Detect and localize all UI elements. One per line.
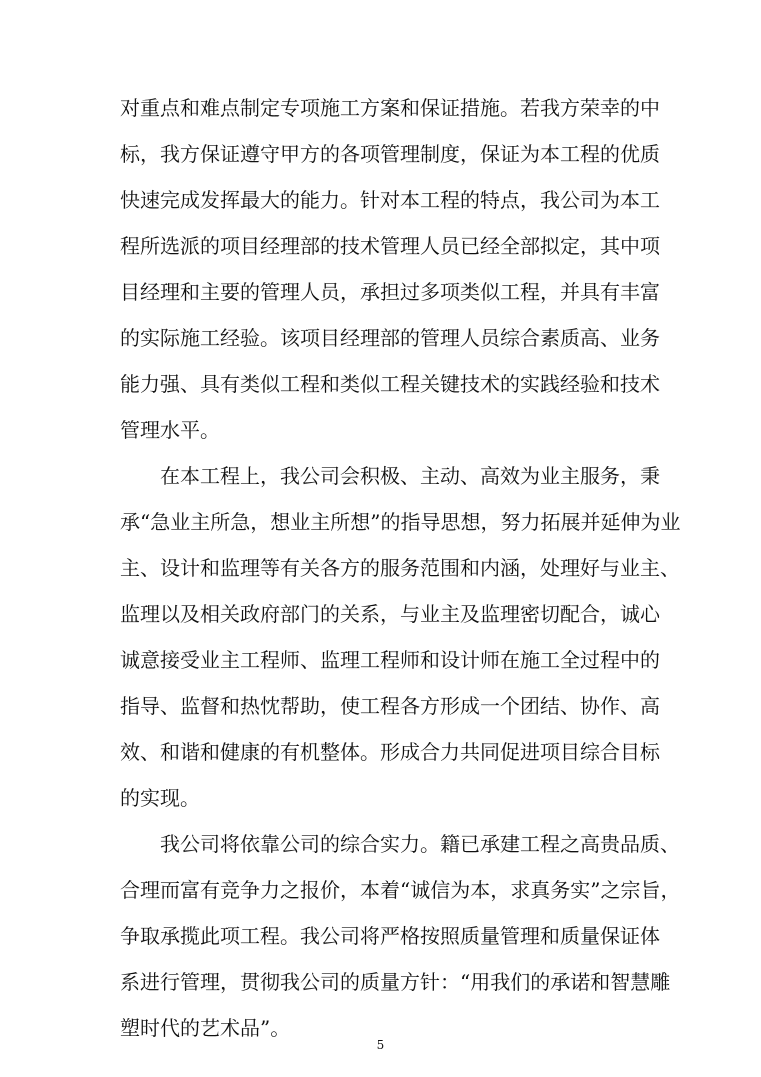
paragraph-3-line-2: 合理而富有竞争力之报价，本着“诚信为本，求真务实”之宗旨， xyxy=(120,878,681,902)
paragraph-2-line-8: 的实现。 xyxy=(120,786,200,810)
paragraph-3-line-1: 我公司将依靠公司的综合实力。籍已承建工程之高贵品质、 xyxy=(160,832,680,856)
paragraph-1-line-2: 标，我方保证遵守甲方的各项管理制度，保证为本工程的优质 xyxy=(120,142,660,166)
paragraph-2-line-5: 诚意接受业主工程师、监理工程师和设计师在施工全过程中的 xyxy=(120,648,660,672)
paragraph-3-line-3: 争取承揽此项工程。我公司将严格按照质量管理和质量保证体 xyxy=(120,924,660,948)
paragraph-2-line-1: 在本工程上，我公司会积极、主动、高效为业主服务，秉 xyxy=(160,464,660,488)
paragraph-2-line-7: 效、和谐和健康的有机整体。形成合力共同促进项目综合目标 xyxy=(120,740,660,764)
paragraph-2-line-2: 承“急业主所急，想业主所想”的指导思想，努力拓展并延伸为业 xyxy=(120,510,681,534)
paragraph-3-line-4: 系进行管理，贯彻我公司的质量方针：“用我们的承诺和智慧雕 xyxy=(120,970,671,994)
paragraph-3-line-5: 塑时代的艺术品”。 xyxy=(120,1016,291,1040)
paragraph-1-line-8: 管理水平。 xyxy=(120,418,220,442)
paragraph-2-line-3: 主、设计和监理等有关各方的服务范围和内涵，处理好与业主、 xyxy=(120,556,680,580)
page-number: 5 xyxy=(376,1038,385,1052)
paragraph-2-line-4: 监理以及相关政府部门的关系，与业主及监理密切配合，诚心 xyxy=(120,602,660,626)
paragraph-1-line-4: 程所选派的项目经理部的技术管理人员已经全部拟定，其中项 xyxy=(120,234,660,258)
paragraph-1-line-6: 的实际施工经验。该项目经理部的管理人员综合素质高、业务 xyxy=(120,326,660,350)
paragraph-1-line-7: 能力强、具有类似工程和类似工程关键技术的实践经验和技术 xyxy=(120,372,660,396)
paragraph-2-line-6: 指导、监督和热忱帮助，使工程各方形成一个团结、协作、高 xyxy=(120,694,660,718)
paragraph-1-line-1: 对重点和难点制定专项施工方案和保证措施。若我方荣幸的中 xyxy=(120,96,660,120)
paragraph-1-line-3: 快速完成发挥最大的能力。针对本工程的特点，我公司为本工 xyxy=(120,188,660,212)
paragraph-1-line-5: 目经理和主要的管理人员，承担过多项类似工程，并具有丰富 xyxy=(120,280,660,304)
